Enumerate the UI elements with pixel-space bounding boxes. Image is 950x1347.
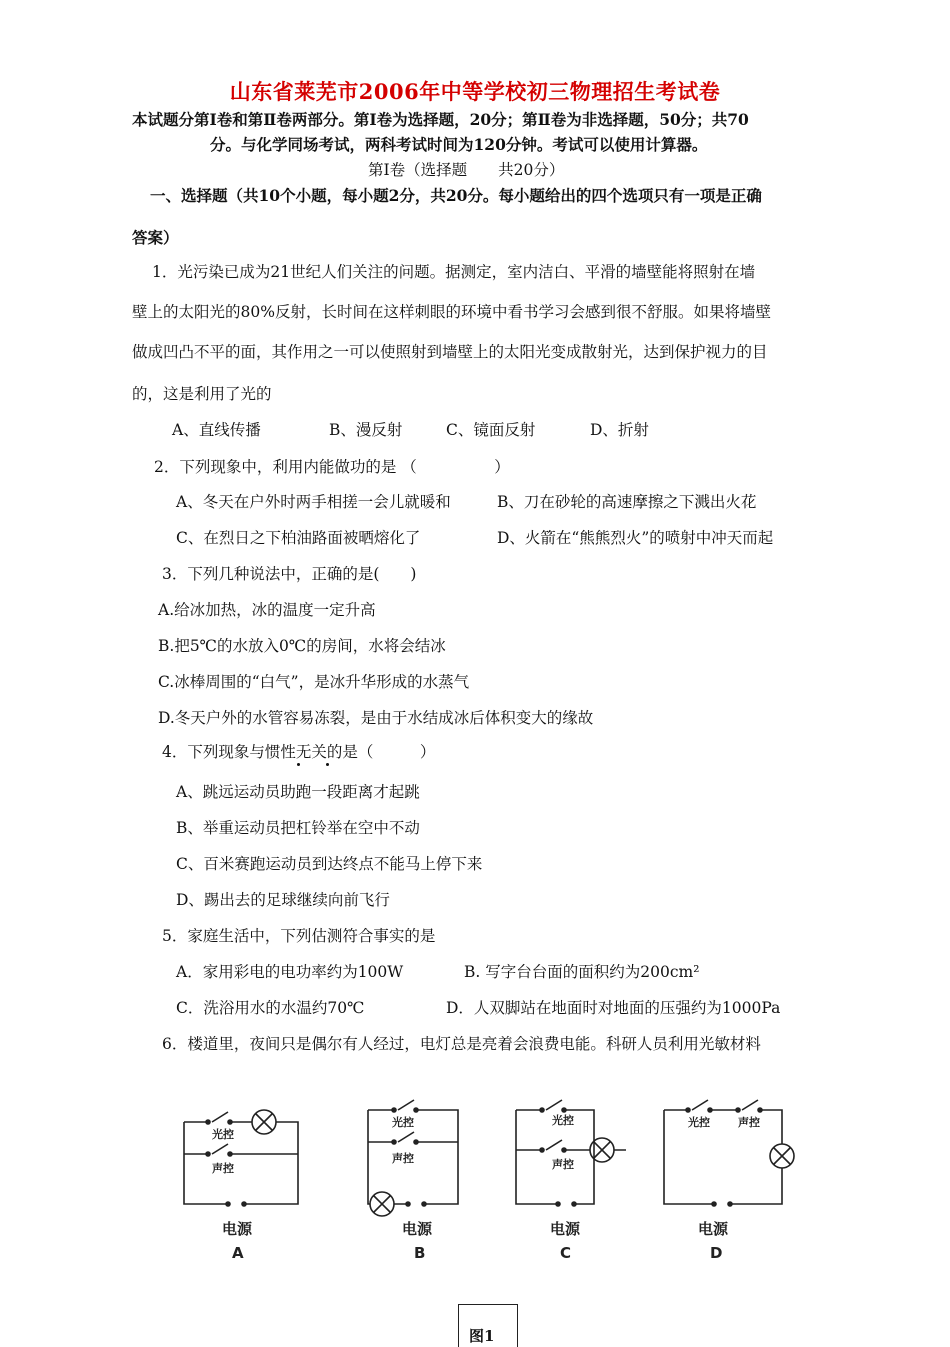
q5-option-d: D．人双脚站在地面时对地面的压强约为1000Pa: [446, 999, 781, 1017]
label-light-switch: 光控: [688, 1116, 710, 1129]
q6-stem: 6．楼道里，夜间只是偶尔有人经过，电灯总是亮着会浪费电能。科研人员利用光敏材料: [162, 1035, 761, 1053]
q5-option-c: C．洗浴用水的水温约70℃: [176, 999, 365, 1017]
intro-line-2: 分。与化学同场考试，两科考试时间为120分钟。考试可以使用计算器。: [210, 135, 708, 154]
circuit-letter: D: [710, 1244, 723, 1262]
q1-option-d: D、折射: [590, 421, 649, 439]
q4-option-c: C、百米赛跑运动员到达终点不能马上停下来: [176, 855, 483, 873]
part1-heading: 第Ⅰ卷（选择题 共20分）: [368, 161, 565, 179]
figure-caption-box: [458, 1304, 518, 1347]
section1-heading-line1: 一、选择题（共10个小题，每小题2分，共20分。每小题给出的四个选项只有一项是正确: [150, 186, 762, 205]
q3-option-c: C.冰棒周围的“白气”，是冰升华形成的水蒸气: [158, 673, 470, 691]
circuit-figure: [176, 1092, 816, 1267]
section1-heading-line2: 答案）: [132, 228, 179, 247]
q2-option-b: B、刀在砂轮的高速摩擦之下溅出火花: [497, 493, 757, 511]
label-power-source: 电源: [698, 1220, 729, 1238]
q2-option-a: A、冬天在户外时两手相搓一会儿就暖和: [176, 493, 451, 511]
q1-option-c: C、镜面反射: [446, 421, 536, 439]
q1-line-4: 的，这是利用了光的: [132, 385, 272, 403]
q1-line-2: 壁上的太阳光的80%反射，长时间在这样刺眼的环境中看书学习会感到很不舒服。如果将墙壁: [132, 303, 771, 321]
label-power-source: 电源: [222, 1220, 253, 1238]
q3-option-b: B.把5℃的水放入0℃的房间，水将会结冰: [158, 637, 446, 655]
label-light-switch: 光控: [552, 1114, 574, 1127]
label-light-switch: 光控: [212, 1128, 234, 1141]
label-sound-switch: 声控: [392, 1152, 414, 1165]
label-power-source: 电源: [402, 1220, 433, 1238]
page-title: 山东省莱芜市2006年中等学校初三物理招生考试卷: [229, 79, 721, 104]
label-sound-switch: 声控: [212, 1162, 234, 1175]
label-sound-switch: 声控: [738, 1116, 760, 1129]
q1-line-1: 1．光污染已成为21世纪人们关注的问题。据测定，室内洁白、平滑的墙壁能将照射在墙: [152, 263, 756, 281]
circuit-a: [184, 1110, 298, 1206]
q5-option-a: A．家用彩电的电功率约为100W: [176, 963, 404, 981]
emphasis-dot: [326, 763, 329, 766]
q3-option-a: A.给冰加热，冰的温度一定升高: [158, 601, 376, 619]
label-light-switch: 光控: [392, 1116, 414, 1129]
circuit-letter: B: [414, 1244, 426, 1262]
q5-stem: 5．家庭生活中，下列估测符合事实的是: [162, 927, 436, 945]
q3-stem: 3．下列几种说法中，正确的是( ): [162, 565, 417, 583]
intro-line-1: 本试题分第Ⅰ卷和第Ⅱ卷两部分。第Ⅰ卷为选择题，20分；第Ⅱ卷为非选择题，50分；共70: [132, 110, 749, 129]
q2-stem: 2．下列现象中，利用内能做功的是 （ ）: [154, 458, 510, 476]
circuit-letter: A: [232, 1244, 244, 1262]
q4-option-b: B、举重运动员把杠铃举在空中不动: [176, 819, 420, 837]
label-power-source: 电源: [550, 1220, 581, 1238]
q1-option-b: B、漫反射: [329, 421, 403, 439]
q4-stem: 4．下列现象与惯性无关的是（ ）: [162, 743, 436, 761]
label-sound-switch: 声控: [552, 1158, 574, 1171]
q1-line-3: 做成凹凸不平的面，其作用之一可以使照射到墙壁上的太阳光变成散射光，达到保护视力的目: [132, 343, 768, 361]
q3-option-d: D.冬天户外的水管容易冻裂，是由于水结成冰后体积变大的缘故: [158, 709, 594, 727]
q5-option-b: B. 写字台台面的面积约为200cm²: [464, 963, 700, 981]
emphasis-dot: [297, 763, 300, 766]
circuit-letter: C: [560, 1244, 572, 1262]
q4-option-a: A、跳远运动员助跑一段距离才起跳: [176, 783, 420, 801]
circuit-d: [664, 1100, 794, 1206]
q1-option-a: A、直线传播: [172, 421, 261, 439]
q4-option-d: D、踢出去的足球继续向前飞行: [176, 891, 390, 909]
q2-option-d: D、火箭在“熊熊烈火”的喷射中冲天而起: [497, 529, 774, 547]
figure-caption: 图1: [469, 1327, 495, 1345]
q2-option-c: C、在烈日之下柏油路面被晒熔化了: [176, 529, 421, 547]
